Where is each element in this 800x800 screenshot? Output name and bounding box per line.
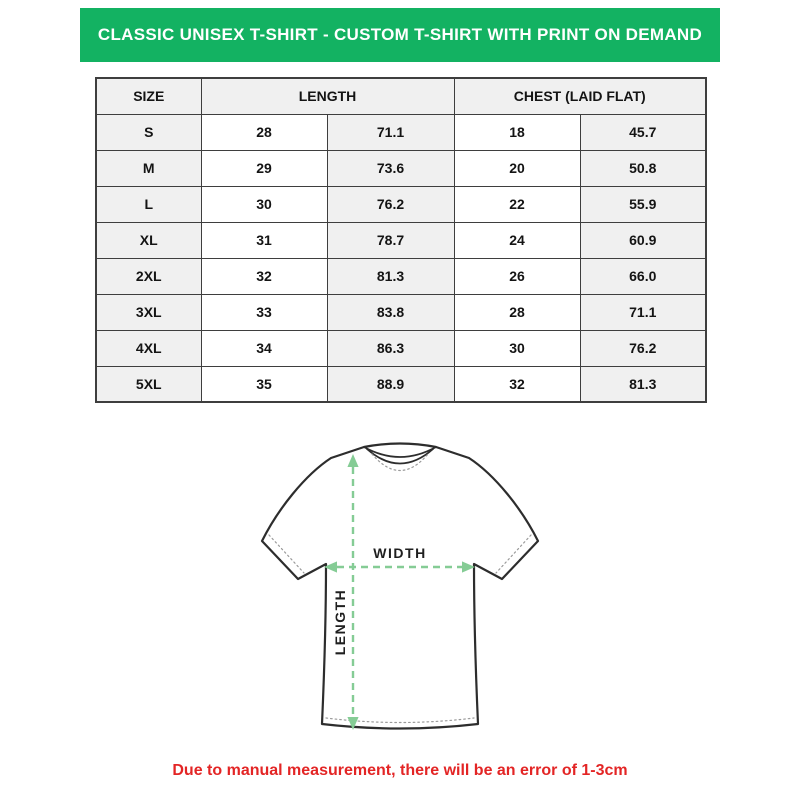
length-cm-cell: 81.3 (327, 258, 454, 294)
length-cm-cell: 78.7 (327, 222, 454, 258)
header-length: LENGTH (201, 78, 454, 114)
size-cell: S (96, 114, 201, 150)
tshirt-diagram-svg (250, 437, 550, 737)
length-in-cell: 31 (201, 222, 327, 258)
table-header-row (96, 78, 706, 114)
length-in-cell: 35 (201, 366, 327, 402)
table-row (96, 186, 706, 222)
chest-cm-cell: 50.8 (580, 150, 706, 186)
table-row (96, 294, 706, 330)
chest-cm-cell: 45.7 (580, 114, 706, 150)
chest-in-cell: 20 (454, 150, 580, 186)
length-cm-cell: 83.8 (327, 294, 454, 330)
header-chest: CHEST (LAID FLAT) (454, 78, 706, 114)
chest-cm-cell: 71.1 (580, 294, 706, 330)
chest-in-cell: 30 (454, 330, 580, 366)
chest-in-cell: 24 (454, 222, 580, 258)
length-in-cell: 30 (201, 186, 327, 222)
size-cell: 3XL (96, 294, 201, 330)
chest-in-cell: 22 (454, 186, 580, 222)
table-row (96, 150, 706, 186)
width-label: WIDTH (373, 545, 427, 561)
length-cm-cell: 73.6 (327, 150, 454, 186)
length-cm-cell: 76.2 (327, 186, 454, 222)
size-cell: M (96, 150, 201, 186)
measurement-error-note: Due to manual measurement, there will be an error of 1-3cm (172, 762, 628, 779)
size-cell: 5XL (96, 366, 201, 402)
chest-in-cell: 18 (454, 114, 580, 150)
tshirt-outline (262, 444, 538, 729)
chest-cm-cell: 76.2 (580, 330, 706, 366)
size-cell: 4XL (96, 330, 201, 366)
table-row (96, 366, 706, 402)
size-cell: XL (96, 222, 201, 258)
length-in-cell: 28 (201, 114, 327, 150)
length-cm-cell: 88.9 (327, 366, 454, 402)
chest-cm-cell: 66.0 (580, 258, 706, 294)
length-cm-cell: 71.1 (327, 114, 454, 150)
table-row (96, 222, 706, 258)
size-cell: L (96, 186, 201, 222)
length-in-cell: 33 (201, 294, 327, 330)
size-chart-table (95, 77, 707, 403)
length-cm-cell: 86.3 (327, 330, 454, 366)
page-title: CLASSIC UNISEX T-SHIRT - CUSTOM T-SHIRT WITH PRINT ON DEMAND (97, 25, 703, 44)
length-in-cell: 29 (201, 150, 327, 186)
chest-in-cell: 28 (454, 294, 580, 330)
title-banner (80, 8, 720, 62)
length-label: LENGTH (332, 588, 348, 656)
chest-cm-cell: 81.3 (580, 366, 706, 402)
chest-in-cell: 32 (454, 366, 580, 402)
tshirt-measurement-diagram (250, 437, 550, 737)
table-row (96, 258, 706, 294)
size-cell: 2XL (96, 258, 201, 294)
chest-cm-cell: 55.9 (580, 186, 706, 222)
table-row (96, 330, 706, 366)
table-row (96, 114, 706, 150)
length-in-cell: 34 (201, 330, 327, 366)
header-size: SIZE (96, 78, 201, 114)
chest-in-cell: 26 (454, 258, 580, 294)
chest-cm-cell: 60.9 (580, 222, 706, 258)
length-in-cell: 32 (201, 258, 327, 294)
